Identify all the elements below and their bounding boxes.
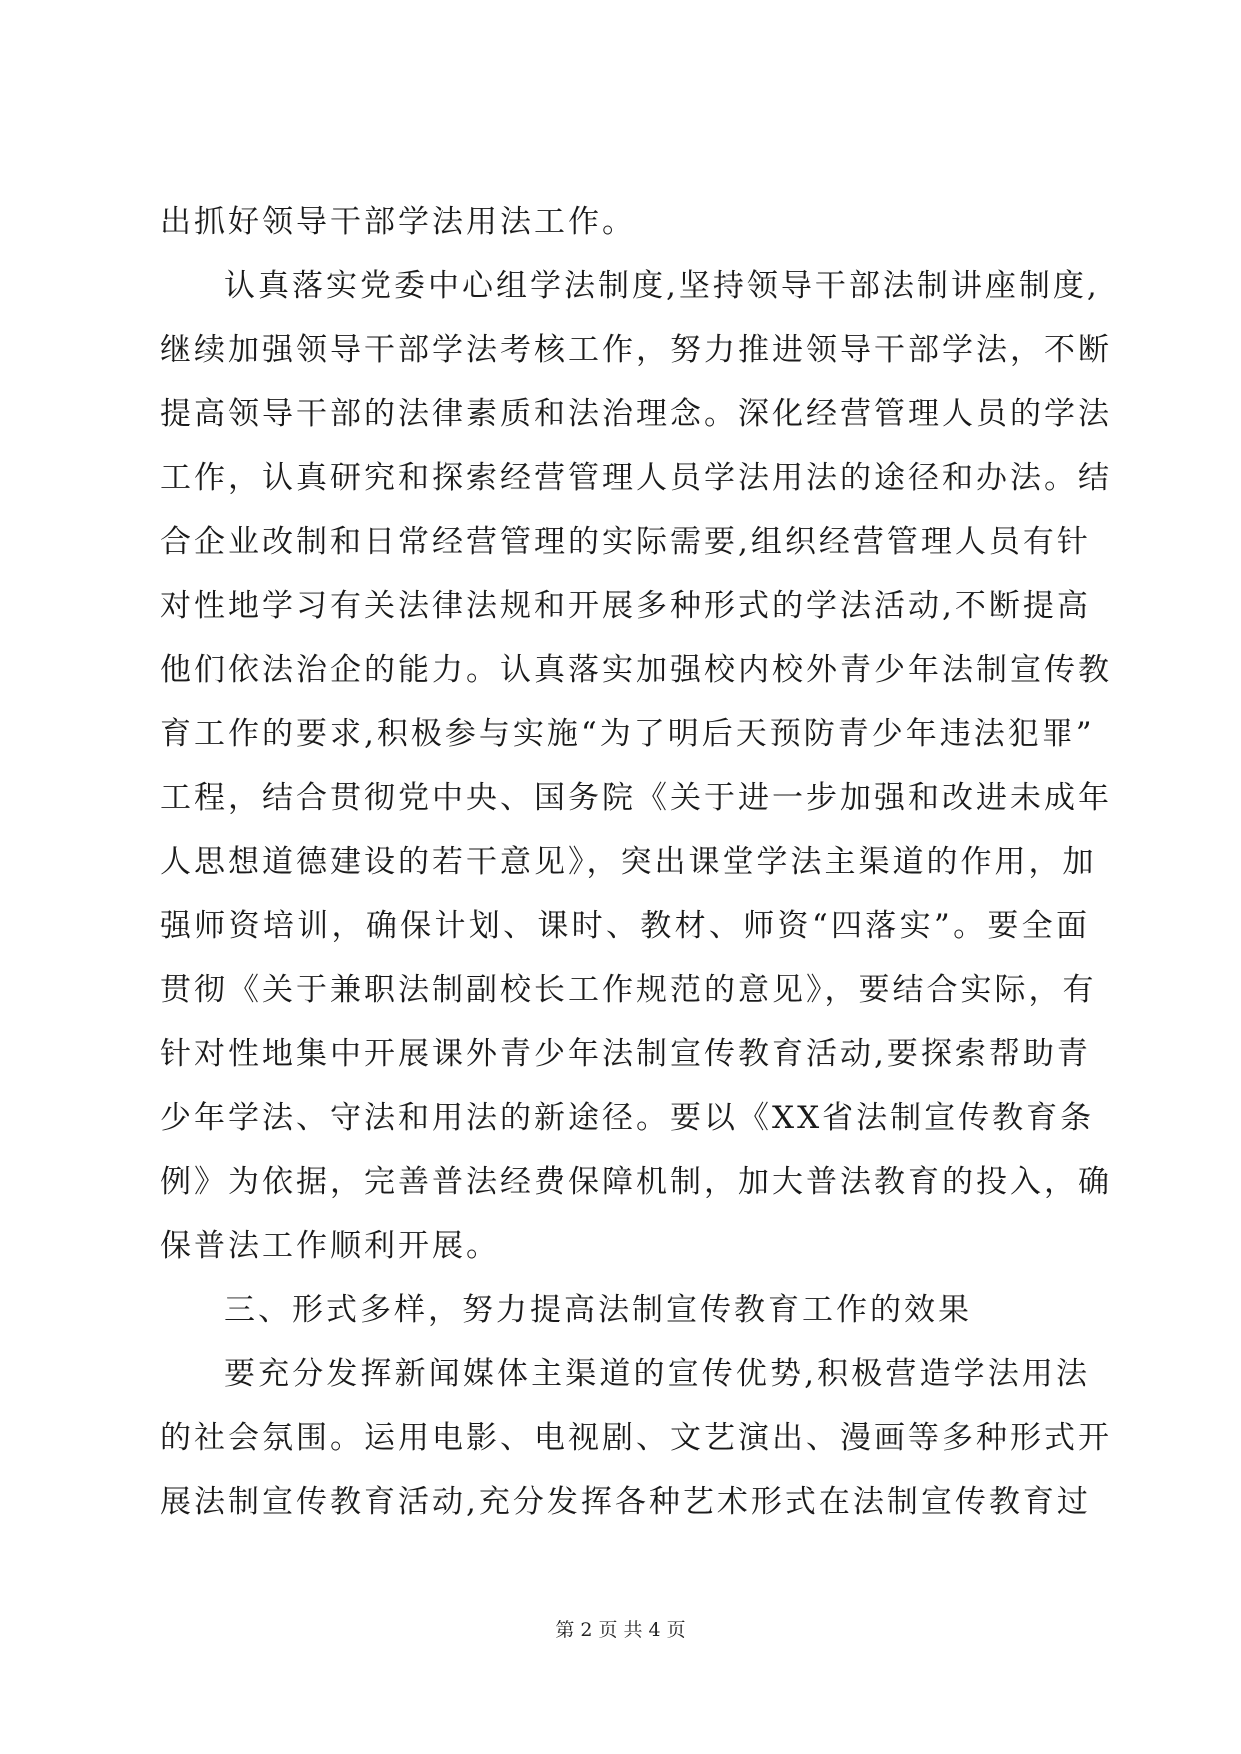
page-number-footer: 第 2 页 共 4 页 <box>555 1619 686 1641</box>
text-line: 提高领导干部的法律素质和法治理念。深化经营管理人员的学法 <box>160 396 1112 432</box>
text-line: 他们依法治企的能力。认真落实加强校内校外青少年法制宣传教 <box>160 652 1112 688</box>
text-line: 认真落实党委中心组学法制度,坚持领导干部法制讲座制度, <box>224 268 1100 304</box>
text-line: 工程，结合贯彻党中央、国务院《关于进一步加强和改进未成年 <box>160 780 1112 816</box>
section-heading: 三、形式多样，努力提高法制宣传教育工作的效果 <box>224 1292 972 1328</box>
text-line: 人思想道德建设的若干意见》，突出课堂学法主渠道的作用，加 <box>160 844 1097 880</box>
text-line: 针对性地集中开展课外青少年法制宣传教育活动,要探索帮助青 <box>160 1036 1091 1072</box>
text-line: 工作，认真研究和探索经营管理人员学法用法的途径和办法。结 <box>160 460 1112 496</box>
text-line: 贯彻《关于兼职法制副校长工作规范的意见》，要结合实际，有 <box>160 972 1097 1008</box>
text-line: 保普法工作顺利开展。 <box>160 1228 500 1264</box>
text-line: 的社会氛围。运用电影、电视剧、文艺演出、漫画等多种形式开 <box>160 1420 1112 1456</box>
text-line: 合企业改制和日常经营管理的实际需要,组织经营管理人员有针 <box>160 524 1091 560</box>
text-line: 对性地学习有关法律法规和开展多种形式的学法活动,不断提高 <box>160 588 1091 624</box>
text-line: 少年学法、守法和用法的新途径。要以《XX省法制宣传教育条 <box>160 1100 1095 1136</box>
text-line: 出抓好领导干部学法用法工作。 <box>160 204 636 240</box>
text-line: 继续加强领导干部学法考核工作，努力推进领导干部学法，不断 <box>160 332 1112 368</box>
text-line: 育工作的要求,积极参与实施“为了明后天预防青少年违法犯罪” <box>160 716 1095 752</box>
text-line: 展法制宣传教育活动,充分发挥各种艺术形式在法制宣传教育过 <box>160 1484 1091 1520</box>
text-line: 强师资培训，确保计划、课时、教材、师资“四落实”。要全面 <box>160 908 1090 944</box>
text-line: 要充分发挥新闻媒体主渠道的宣传优势,积极营造学法用法 <box>224 1356 1090 1392</box>
text-line: 例》为依据，完善普法经费保障机制，加大普法教育的投入，确 <box>160 1164 1112 1200</box>
body-text <box>160 190 1112 1534</box>
